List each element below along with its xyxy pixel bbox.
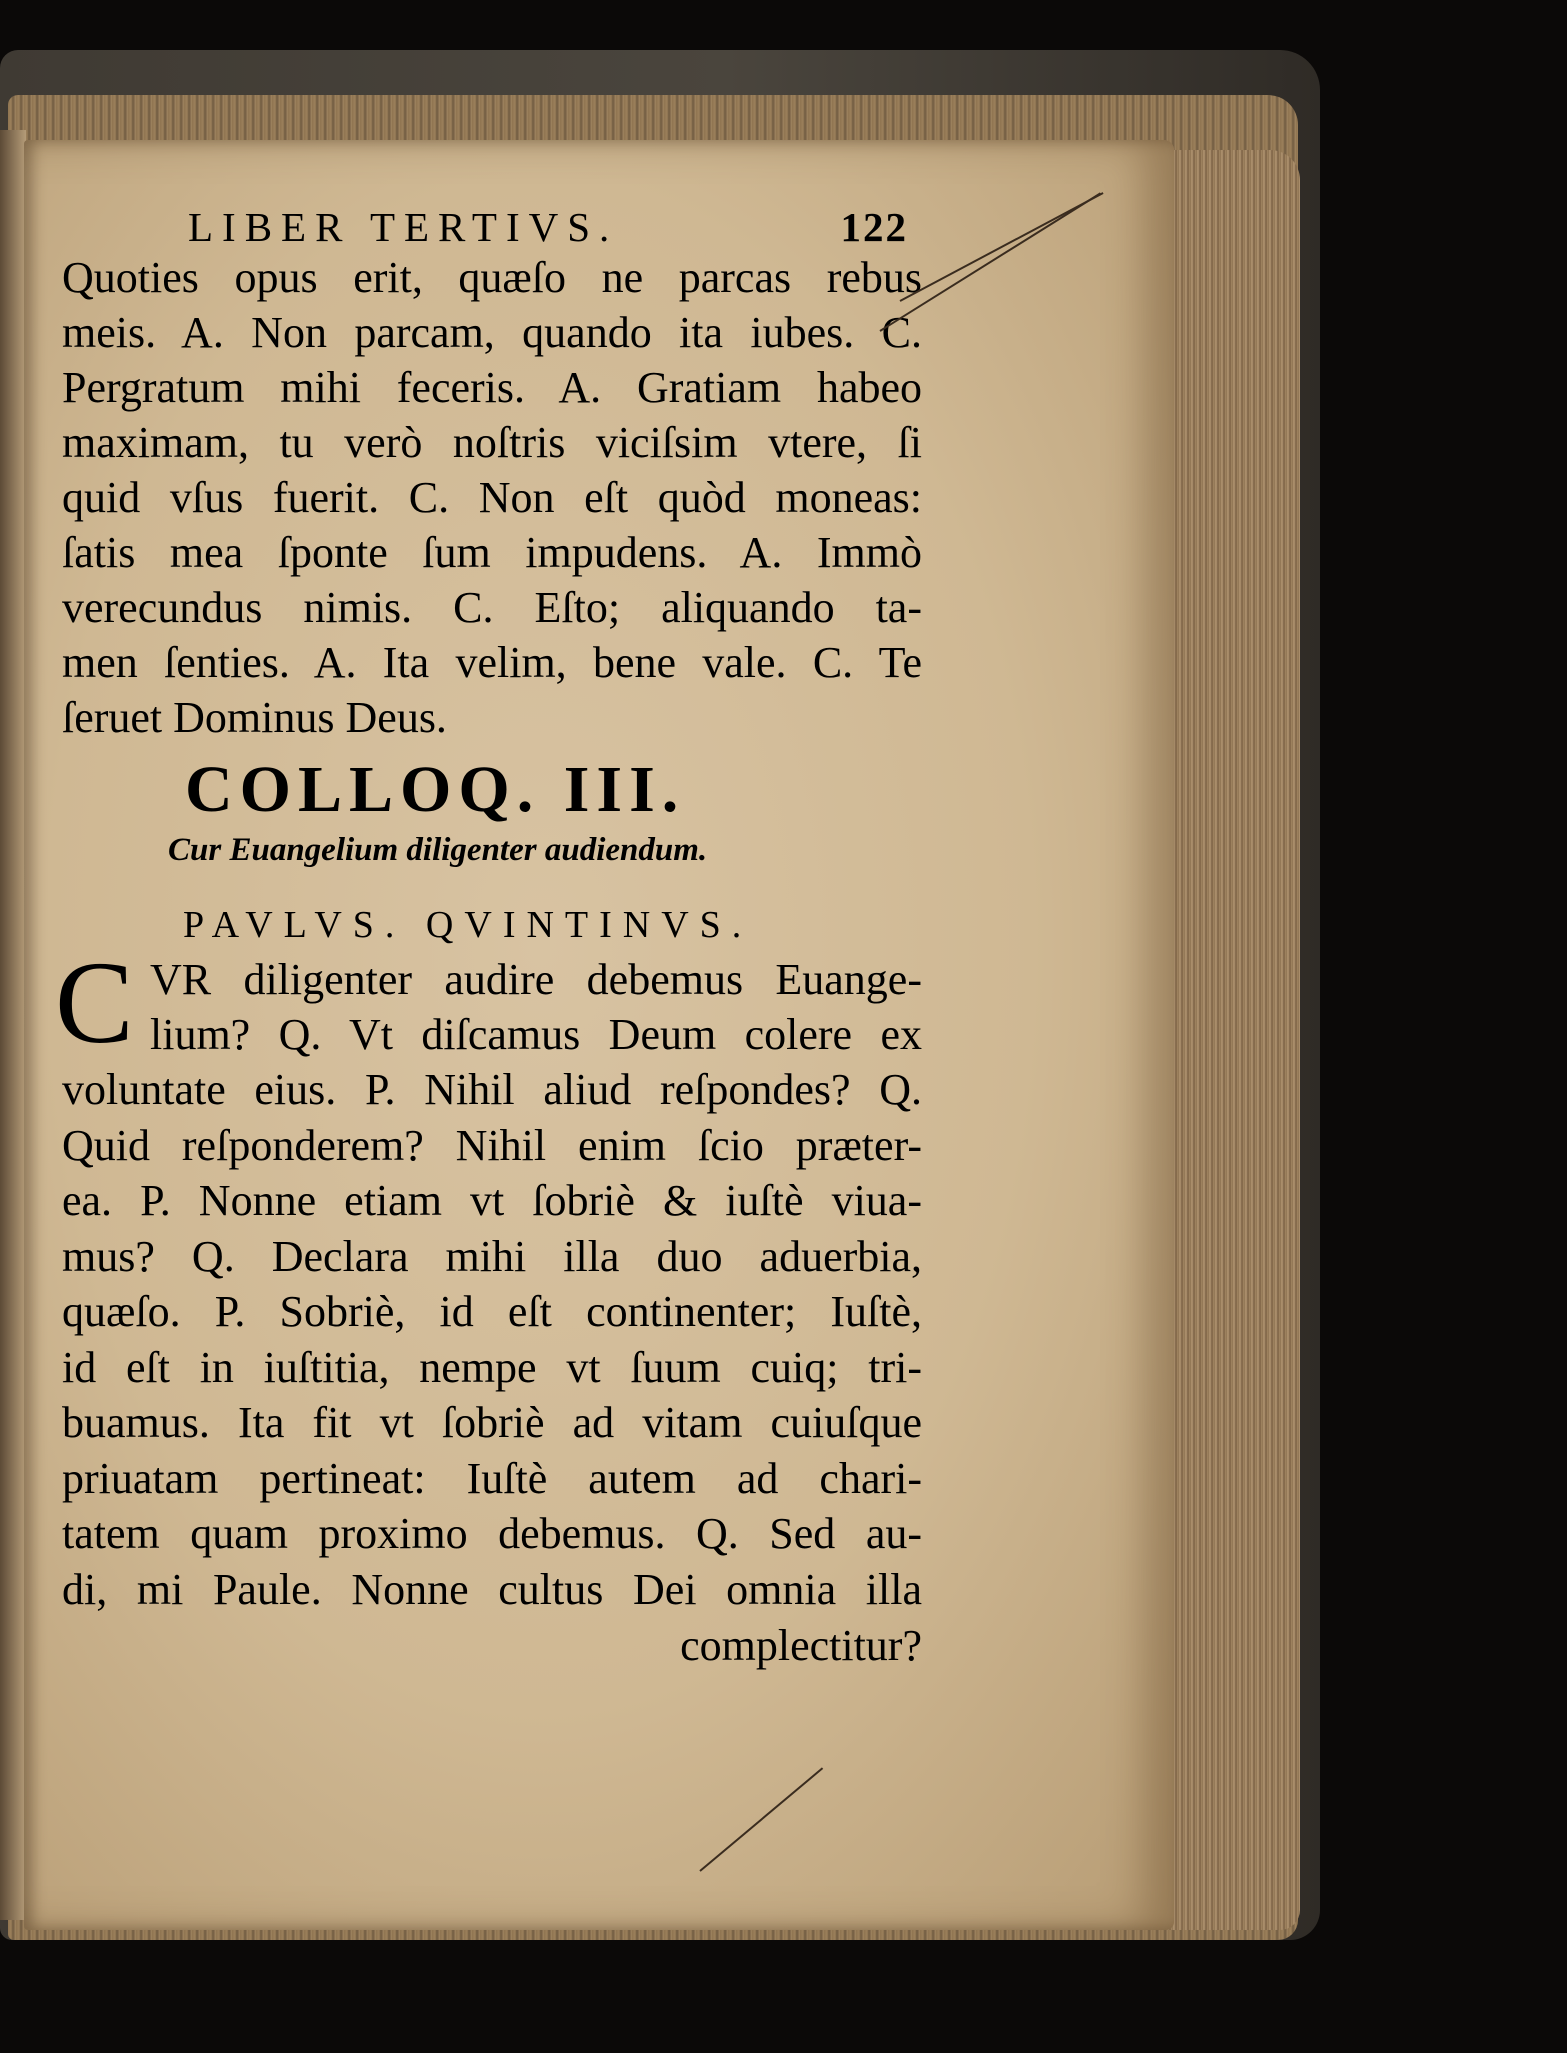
text-line: ea. P. Nonne etiam vt ſobriè & iuſtè viua- [62, 1176, 922, 1225]
text-line: meis. A. Non parcam, quando ita iubes. C. [62, 308, 922, 357]
text-line: Pergratum mihi feceris. A. Gratiam habeo [62, 363, 922, 412]
fore-edge-pages [1160, 150, 1300, 1930]
text-line: tatem quam proximo debemus. Q. Sed au- [62, 1509, 922, 1558]
drop-capital: C [55, 937, 134, 1068]
text-line-dropcap-1: VR diligenter audire debemus Euange- [150, 955, 922, 1004]
text-line: buamus. Ita fit vt ſobriè ad vitam cuiuſque [62, 1398, 922, 1447]
text-line-dropcap-2: lium? Q. Vt diſcamus Deum colere ex [150, 1010, 922, 1059]
text-line: Quoties opus erit, quæſo ne parcas rebus [62, 253, 922, 302]
text-line: mus? Q. Declara mihi illa duo aduerbia, [62, 1231, 922, 1281]
colloquy-heading: COLLOQ. III. [185, 753, 686, 826]
text-line: ſatis mea ſponte ſum impudens. A. Immò [62, 528, 922, 577]
previous-page-edge [0, 130, 26, 1920]
text-line: men ſenties. A. Ita velim, bene vale. C. Te [62, 638, 922, 687]
text-line: id eſt in iuſtitia, nempe vt ſuum cuiq; tri- [62, 1342, 922, 1392]
speakers-line: PAVLVS. QVINTINVS. [183, 904, 753, 946]
text-line: quæſo. P. Sobriè, id eſt continenter; Iuſtè, [62, 1287, 922, 1336]
text-line: Quid reſponderem? Nihil enim ſcio præter- [62, 1120, 922, 1170]
colloquy-subtitle: Cur Euangelium diligenter audiendum. [168, 832, 708, 868]
text-line: quid vſus fuerit. C. Non eſt quòd moneas: [62, 473, 922, 522]
text-line: voluntate eius. P. Nihil aliud reſpondes? Q. [62, 1065, 922, 1114]
running-head-title: LIBER TERTIVS. [188, 204, 619, 250]
text-line: maximam, tu verò noſtris viciſsim vtere, ſi [62, 418, 922, 467]
text-line: verecundus nimis. C. Eſto; aliquando ta- [62, 583, 922, 632]
folio-number: 122 [840, 204, 908, 250]
text-line: ſeruet Dominus Deus. [62, 693, 447, 742]
text-line-catch: complectitur? [680, 1621, 922, 1670]
running-head [188, 203, 908, 253]
text-line: priuatam pertineat: Iuſtè autem ad chari- [62, 1453, 922, 1503]
text-line: di, mi Paule. Nonne cultus Dei omnia illa [62, 1564, 922, 1614]
